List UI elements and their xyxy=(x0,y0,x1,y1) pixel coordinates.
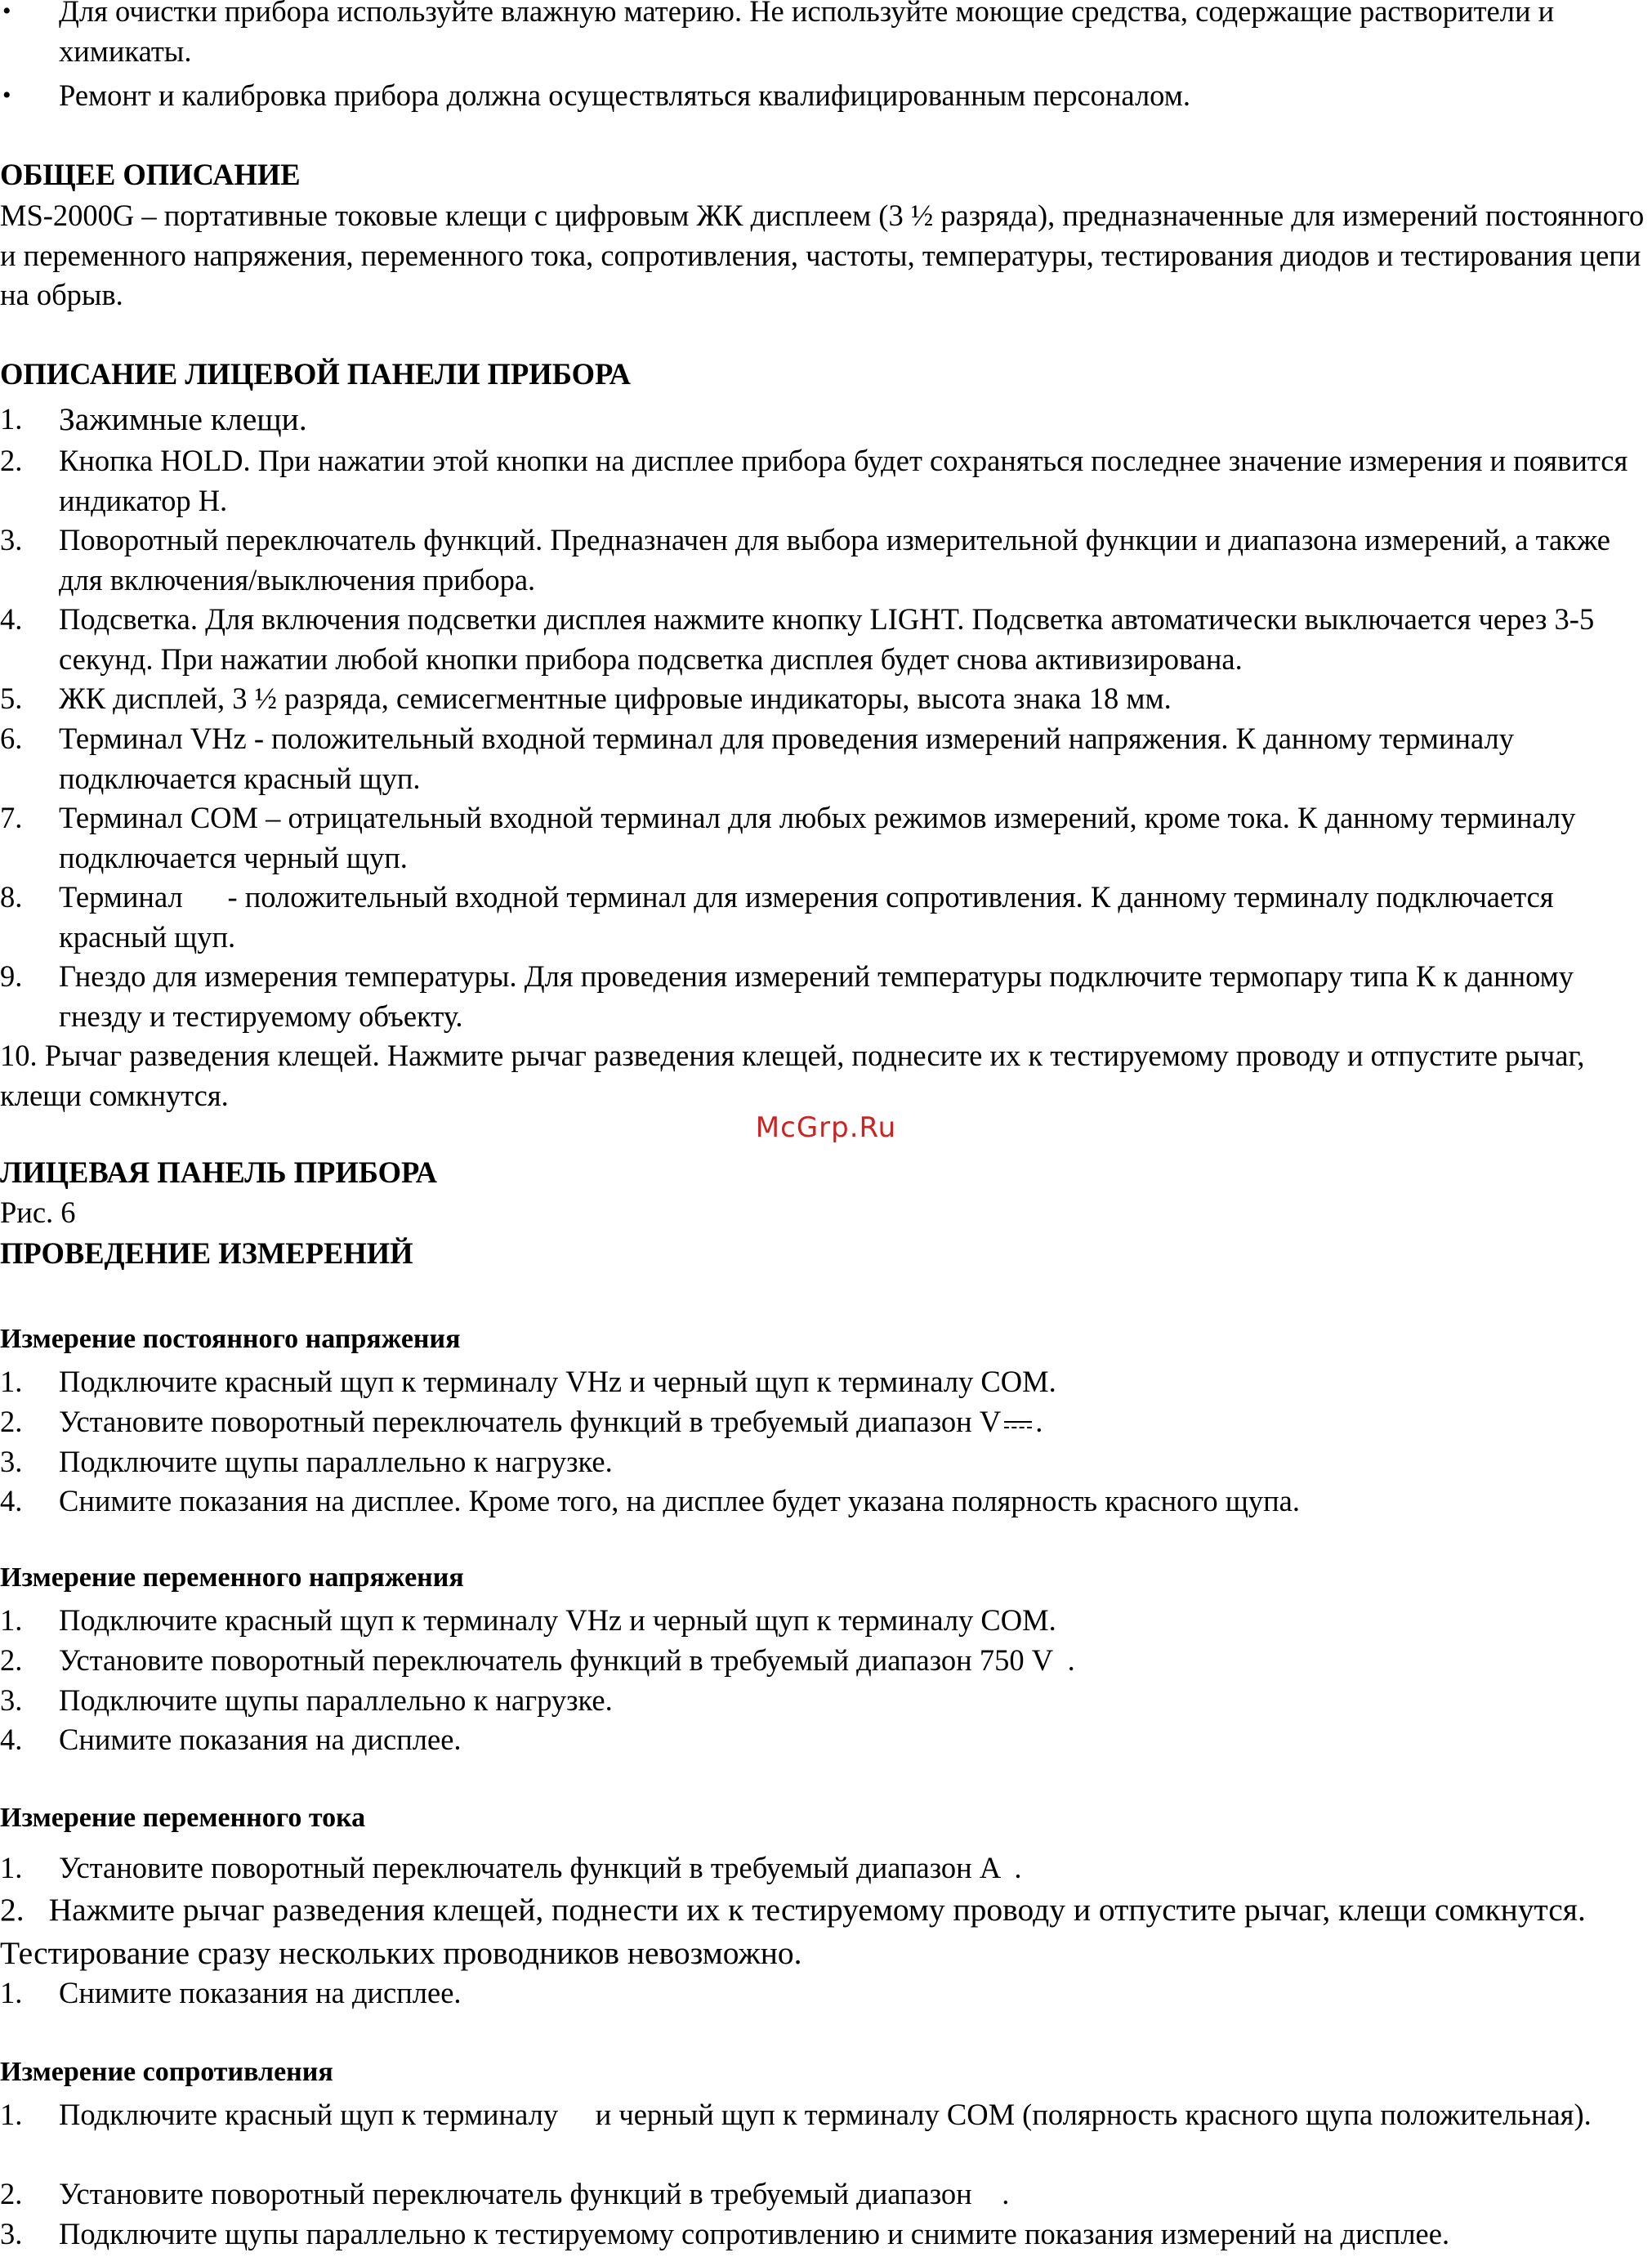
list-item-text: Для очистки прибора используйте влажную материю. Не используйте моющие средства, содержащие растворители и химикаты. xyxy=(59,0,1555,68)
item-number: 2. xyxy=(0,1405,23,1438)
item-number: 2. xyxy=(0,1643,23,1677)
list-item-text-suffix: . xyxy=(1035,1405,1043,1438)
item-number: 9. xyxy=(0,959,23,993)
list-item xyxy=(0,1641,1644,1681)
list-item-text: Подключите красный щуп к терминалу VHz и черный щуп к терминалу COM. xyxy=(59,1365,1056,1398)
figure-caption: Рис. 6 xyxy=(0,1196,76,1229)
list-item xyxy=(0,76,1644,116)
section-title-measurements: ПРОВЕДЕНИЕ ИЗМЕРЕНИЙ xyxy=(0,1236,413,1270)
item-number: 8. xyxy=(0,880,23,914)
list-item-text: ЖК дисплей, 3 ½ разряда, семисегментные цифровые индикаторы, высота знака 18 мм. xyxy=(59,682,1172,715)
subsection-title-ac-voltage: Измерение переменного напряжения xyxy=(0,1562,464,1593)
item-number: 1. xyxy=(0,2098,23,2131)
list-item-text: Нажмите рычаг разведения клещей, поднести их к тестируемому проводу и отпустите рычаг, клещи сомкнутся. Тестирование сразу нескольких проводников невозможно. xyxy=(0,1892,1586,1971)
subsection-title-dc-voltage: Измерение постоянного напряжения xyxy=(0,1324,461,1354)
list-item xyxy=(0,798,1644,878)
list-item-text: Установите поворотный переключатель функций в требуемый диапазон A . xyxy=(59,1851,1022,1884)
list-item xyxy=(0,1888,1627,1975)
section-title-front-panel-desc: ОПИСАНИЕ ЛИЦЕВОЙ ПАНЕЛИ ПРИБОРА xyxy=(0,357,631,391)
list-item xyxy=(0,679,1644,719)
list-item-text: Зажимные клещи. xyxy=(59,401,307,437)
list-item xyxy=(0,400,1644,440)
list-item-text: Ремонт и калибровка прибора должна осуществляться квалифицированным персоналом. xyxy=(59,78,1190,112)
list-item xyxy=(0,1681,1644,1721)
list-item-text: Терминал COM – отрицательный входной терминал для любых режимов измерений, кроме тока. К данному терминалу подключается черный щуп. xyxy=(59,801,1576,874)
list-item-text: Снимите показания на дисплее. Кроме того, на дисплее будет указана полярность красного щупа. xyxy=(59,1484,1301,1517)
watermark: McGrp.Ru xyxy=(755,1111,897,1144)
list-item xyxy=(0,878,1644,957)
list-item-10: 10. Рычаг разведения клещей. Нажмите рычаг разведения клещей, поднесите их к тестируемому проводу и отпустите рычаг, клещи сомкнутся. xyxy=(0,1039,1585,1112)
list-item-text: Снимите показания на дисплее. xyxy=(59,1723,462,1756)
list-item-text xyxy=(59,1402,1644,1442)
list-item-text: Подключите щупы параллельно к нагрузке. xyxy=(59,1445,613,1478)
subsection-title-ac-current: Измерение переменного тока xyxy=(0,1803,366,1833)
item-number: 1. xyxy=(0,1851,23,1884)
list-item xyxy=(0,1402,1644,1442)
item-number: 2. xyxy=(0,2177,23,2210)
bullet: • xyxy=(2,0,11,25)
list-item-text: Установите поворотный переключатель функций в требуемый диапазон . xyxy=(59,2177,1010,2210)
section-title-front-panel: ЛИЦЕВАЯ ПАНЕЛЬ ПРИБОРА xyxy=(0,1155,438,1189)
item-number: 2. xyxy=(0,1892,25,1928)
item-number: 1. xyxy=(0,402,23,436)
item-number: 4. xyxy=(0,1484,23,1517)
item-number: 3. xyxy=(0,2217,23,2250)
list-item-text: Подключите щупы параллельно к тестируемому сопротивлению и снимите показания измерений на дисплее. xyxy=(59,2217,1450,2250)
item-number: 4. xyxy=(0,1723,23,1756)
list-item-text: Терминал - положительный входной терминал для измерения сопротивления. К данному терминалу подключается красный щуп. xyxy=(59,880,1561,954)
item-number: 3. xyxy=(0,523,23,556)
list-item xyxy=(0,1973,1644,2013)
list-item xyxy=(0,521,1644,600)
list-item xyxy=(0,719,1644,798)
list-item xyxy=(0,1362,1644,1402)
list-item-text: Снимите показания на дисплее. xyxy=(59,1976,462,2009)
list-item-text: Подключите красный щуп к терминалу и черный щуп к терминалу COM (полярность красного щупа положительная). xyxy=(59,2098,1592,2131)
list-item-text-part: Установите поворотный переключатель функций в требуемый диапазон V xyxy=(59,1405,1002,1438)
general-description: MS-2000G – портативные токовые клещи с цифровым ЖК дисплеем (3 ½ разряда), предназначенные для измерений постоянного и переменного напряжения, переменного тока, сопротивления, частоты, температуры, тестирования диодов и тестирования цепи на обрыв. xyxy=(0,199,1645,311)
dc-symbol-icon xyxy=(1004,1419,1032,1431)
list-item xyxy=(0,1720,1644,1760)
item-number: 3. xyxy=(0,1445,23,1478)
bullet: • xyxy=(2,82,11,109)
item-number: 1. xyxy=(0,1603,23,1637)
list-item-text: Подключите щупы параллельно к нагрузке. xyxy=(59,1683,613,1717)
item-number: 3. xyxy=(0,1683,23,1717)
item-number: 2. xyxy=(0,444,23,477)
list-item xyxy=(0,2174,1644,2215)
list-item xyxy=(0,0,1644,71)
list-item xyxy=(0,1601,1644,1641)
item-number: 6. xyxy=(0,722,23,755)
list-item-text: Подсветка. Для включения подсветки дисплея нажмите кнопку LIGHT. Подсветка автоматически выключается через 3-5 секунд. При нажатии любой кнопки прибора подсветка дисплея будет снова активизирована. xyxy=(59,602,1595,676)
list-item xyxy=(0,441,1644,521)
list-item xyxy=(0,2095,1644,2135)
item-number: 1. xyxy=(0,1365,23,1398)
item-number: 4. xyxy=(0,602,23,636)
list-item-text: Гнездо для измерения температуры. Для проведения измерений температуры подключите термопару типа К к данному гнезду и тестируемому объекту. xyxy=(59,959,1574,1033)
list-item-text: Поворотный переключатель функций. Предназначен для выбора измерительной функции и диапазона измерений, а также для включения/выключения прибора. xyxy=(59,523,1610,597)
list-item xyxy=(0,2215,1644,2255)
list-item xyxy=(0,600,1644,679)
item-number: 5. xyxy=(0,682,23,715)
list-item-text: Терминал VHz - положительный входной терминал для проведения измерений напряжения. К данному терминалу подключается красный щуп. xyxy=(59,722,1514,795)
list-item xyxy=(0,1442,1644,1482)
list-item-text: Подключите красный щуп к терминалу VHz и черный щуп к терминалу COM. xyxy=(59,1603,1056,1637)
subsection-title-resistance: Измерение сопротивления xyxy=(0,2057,333,2087)
section-title-general: ОБЩЕЕ ОПИСАНИЕ xyxy=(0,158,301,191)
item-number: 7. xyxy=(0,801,23,834)
list-item xyxy=(0,1848,1644,1888)
list-item-text: Установите поворотный переключатель функций в требуемый диапазон 750 V . xyxy=(59,1643,1075,1677)
list-item xyxy=(0,957,1644,1036)
list-item-text: Кнопка HOLD. При нажатии этой кнопки на дисплее прибора будет сохраняться последнее значение измерения и появится индикатор H. xyxy=(59,444,1628,517)
item-number: 1. xyxy=(0,1976,23,2009)
list-item xyxy=(0,1482,1644,1522)
